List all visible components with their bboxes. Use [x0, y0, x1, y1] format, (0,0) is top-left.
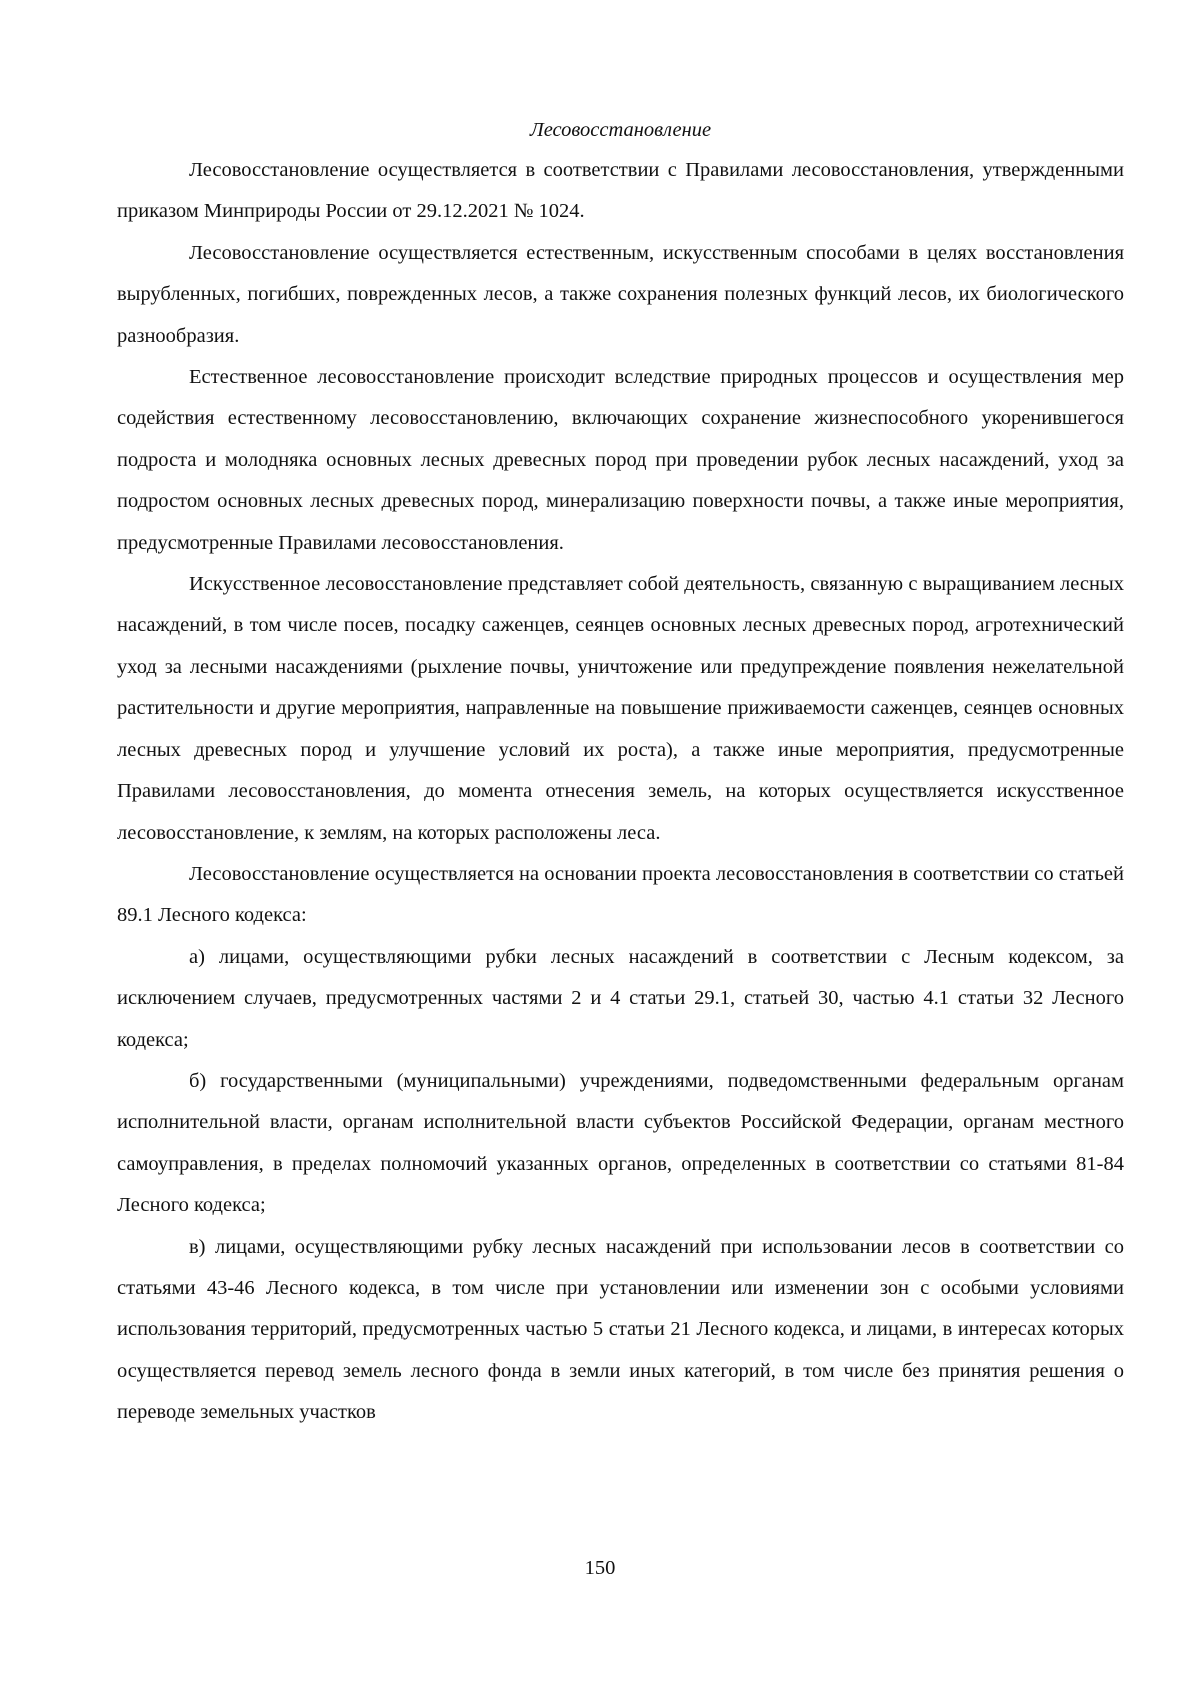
section-heading: Лесовосстановление — [529, 119, 712, 141]
paragraph-rules: Лесовосстановление осуществляется в соответствии с Правилами лесовосстановления, утвержденными приказом Минприроды России от 29.12.2021 № 1024. — [117, 159, 1124, 223]
paragraph-project-basis: Лесовосстановление осуществляется на основании проекта лесовосстановления в соответствии со статьей 89.1 Лесного кодекса: — [117, 862, 1124, 927]
page-body — [117, 110, 1124, 1434]
list-item-a: а) лицами, осуществляющими рубки лесных насаждений в соответствии с Лесным кодексом, за исключением случаев, предусмотренных частями 2 и 4 статьи 29.1, статьей 30, частью 4.1 статьи 32 Лесного кодекса; — [117, 945, 1124, 1051]
list-item-c: в) лицами, осуществляющими рубку лесных насаждений при использовании лесов в соответствии со статьями 43-46 Лесного кодекса, в том числе при установлении или изменении зон с особыми условиями использования территорий, предусмотренных частью 5 статьи 21 Лесного кодекса, и лицами, в интересах которых осуществляется перевод земель лесного фонда в земли иных категорий, в том числе без принятия решения о переводе земельных участков — [117, 1235, 1124, 1424]
paragraph-natural-restoration: Естественное лесовосстановление происходит вследствие природных процессов и осуществления мер содействия естественному лесовосстановлению, включающих сохранение жизнеспособного укоренившегося подроста и молодняка основных лесных древесных пород при проведении рубок лесных насаждений, уход за подростом основных лесных древесных пород, минерализацию поверхности почвы, а также иные мероприятия, предусмотренные Правилами лесовосстановления. — [117, 366, 1124, 554]
page-number: 150 — [584, 1557, 616, 1579]
paragraph-artificial-restoration: Искусственное лесовосстановление представляет собой деятельность, связанную с выращиванием лесных насаждений, в том числе посев, посадку саженцев, сеянцев основных лесных древесных пород, агротехнический уход за лесными насаждениями (рыхление почвы, уничтожение или предупреждение появления нежелательной растительности и другие мероприятия, направленные на повышение приживаемости саженцев, сеянцев основных лесных древесных пород и улучшение условий их роста), а также иные мероприятия, предусмотренные Правилами лесовосстановления, до момента отнесения земель, на которых осуществляется искусственное лесовосстановление, к землям, на которых расположены леса. — [117, 573, 1124, 844]
paragraph-methods: Лесовосстановление осуществляется естественным, искусственным способами в целях восстановления вырубленных, погибших, поврежденных лесов, а также сохранения полезных функций лесов, их биологического разнообразия. — [117, 241, 1124, 347]
list-item-b: б) государственными (муниципальными) учреждениями, подведомственными федеральным органам исполнительной власти, органам исполнительной власти субъектов Российской Федерации, органам местного самоуправления, в пределах полномочий указанных органов, определенных в соответствии со статьями 81-84 Лесного кодекса; — [117, 1069, 1124, 1217]
